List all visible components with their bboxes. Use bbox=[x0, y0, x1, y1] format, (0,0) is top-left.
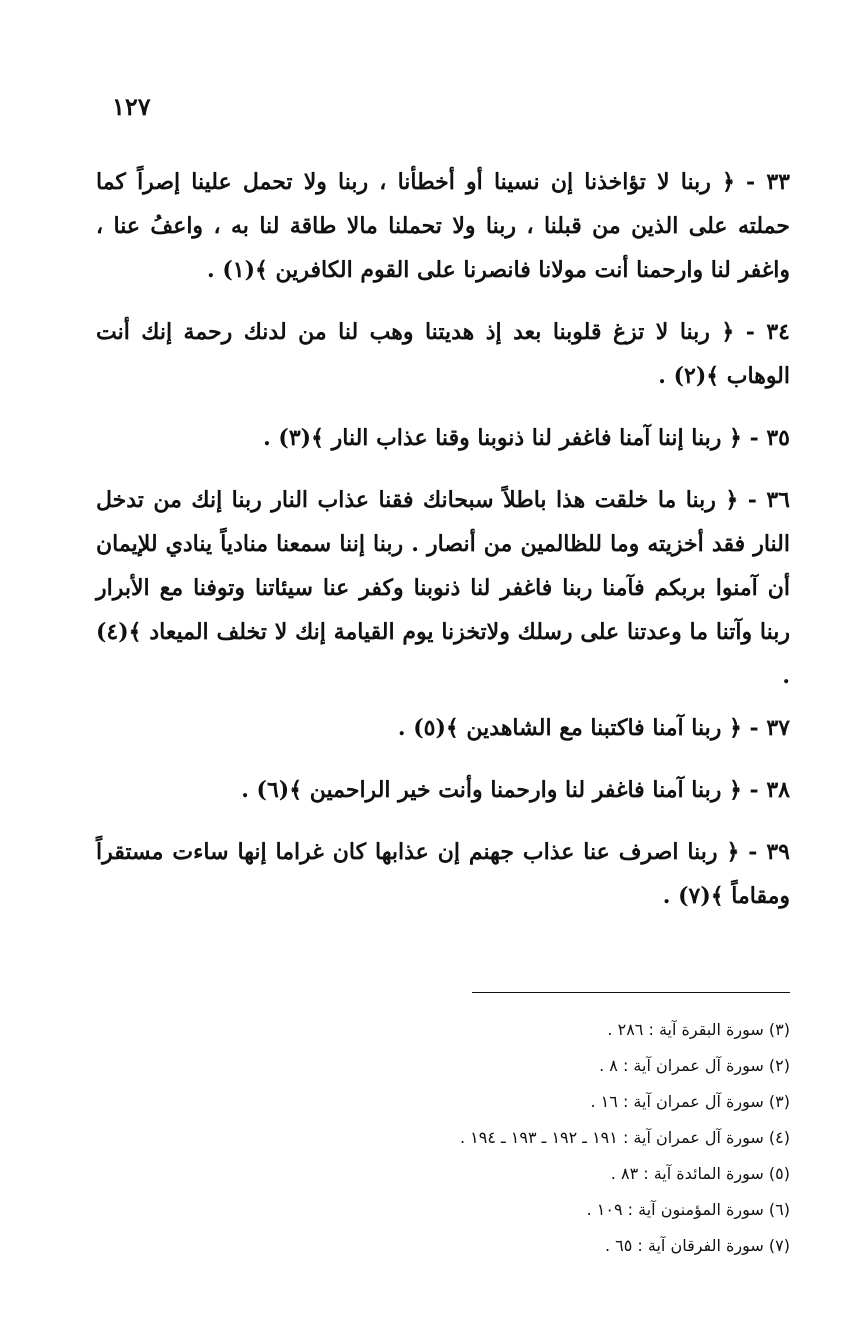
entry-36: ٣٦ - ﴿ ربنا ما خلقت هذا باطلاً سبحانك فقنا عذاب النار ربنا إنك من تدخل النار فقد أخزيته وما للظالمين من أنصار . ربنا إننا سمعنا منادياً ينادي للإيمان أن آمنوا بربكم فآمنا ربنا فاغفر لنا ذنوبنا وكفر عنا سيئاتنا وتوفنا مع الأبرار ربنا وآتنا ما وعدتنا على رسلك ولاتخزنا يوم القيامة إنك لا تخلف الميعاد ﴾(٤) . bbox=[96, 487, 790, 689]
footnote-5: (٥) سورة المائدة آية : ٨٣ . bbox=[610, 1164, 790, 1183]
footnote-2: (٢) سورة آل عمران آية : ٨ . bbox=[599, 1056, 790, 1075]
footnotes bbox=[300, 1012, 790, 1264]
entry-39: ٣٩ - ﴿ ربنا اصرف عنا عذاب جهنم إن عذابها كان غراما إنها ساءت مستقراً ومقاماً ﴾(٧) . bbox=[96, 839, 790, 909]
footnote-7: (٧) سورة الفرقان آية : ٦٥ . bbox=[604, 1236, 790, 1255]
footnote-4: (٤) سورة آل عمران آية : ١٩١ ـ ١٩٢ ـ ١٩٣ ـ ١٩٤ . bbox=[459, 1128, 790, 1147]
entry-37: ٣٧ - ﴿ ربنا آمنا فاكتبنا مع الشاهدين ﴾(٥) . bbox=[397, 715, 790, 741]
page-number: ١٢٧ bbox=[112, 92, 151, 121]
entry-34: ٣٤ - ﴿ ربنا لا تزغ قلوبنا بعد إذ هديتنا وهب لنا من لدنك رحمة إنك أنت الوهاب ﴾(٢) . bbox=[96, 319, 790, 389]
entry-35: ٣٥ - ﴿ ربنا إننا آمنا فاغفر لنا ذنوبنا وقنا عذاب النار ﴾(٣) . bbox=[263, 425, 790, 451]
footnote-6: (٦) سورة المؤمنون آية : ١٠٩ . bbox=[586, 1200, 790, 1219]
entry-38: ٣٨ - ﴿ ربنا آمنا فاغفر لنا وارحمنا وأنت خير الراحمين ﴾(٦) . bbox=[241, 777, 790, 803]
footnote-divider bbox=[472, 992, 790, 993]
footnote-1: (٣) سورة البقرة آية : ٢٨٦ . bbox=[607, 1020, 790, 1039]
main-text bbox=[96, 160, 790, 936]
footnote-3: (٣) سورة آل عمران آية : ١٦ . bbox=[590, 1092, 790, 1111]
entry-33: ٣٣ - ﴿ ربنا لا تؤاخذنا إن نسينا أو أخطأنا ، ربنا ولا تحمل علينا إصراً كما حملته على الذين من قبلنا ، ربنا ولا تحملنا مالا طاقة لنا به ، واعفُ عنا ، واغفر لنا وارحمنا أنت مولانا فانصرنا على القوم الكافرين ﴾(١) . bbox=[96, 169, 790, 283]
